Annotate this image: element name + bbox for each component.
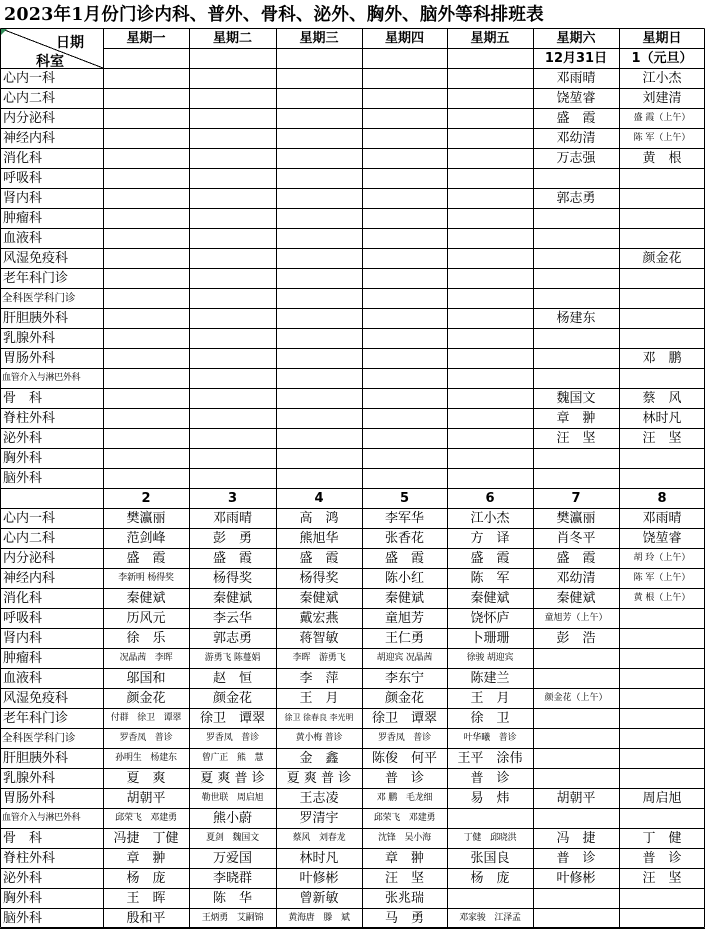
duty-cell: 历风元 [126,610,166,626]
duty-cell: 万爱国 [212,850,252,866]
duty-cell: 普 诊 [642,850,682,866]
weekday-header: 星期六 [556,30,596,46]
duty-cell: 金 鑫 [299,750,339,766]
duty-cell: 马 勇 [384,910,424,926]
duty-cell: 江小杰 [642,70,682,86]
duty-cell: 徐卫 谭翠 [371,710,437,726]
duty-cell: 林时凡 [299,850,339,866]
duty-cell: 殷和平 [126,910,166,926]
duty-cell: 邓 鹏 毛龙细 [376,792,433,803]
duty-cell: 邬国和 [126,670,166,686]
dept-label: 老年科门诊 [3,270,69,286]
duty-cell: 彭 勇 [212,530,252,546]
duty-cell: 王仁勇 [384,630,424,646]
duty-cell: 熊小蔚 [212,810,252,826]
duty-cell: 王 晖 [126,890,166,906]
dept-label: 呼吸科 [3,610,43,626]
dept-label: 胸外科 [3,890,43,906]
duty-cell: 王平 涂伟 [457,750,523,766]
duty-cell: 叶修彬 [299,870,339,886]
duty-cell: 叶修彬 [556,870,596,886]
duty-cell: 秦健斌 [212,590,252,606]
duty-cell: 黄 根（上午） [633,592,691,603]
duty-cell: 彭 浩 [556,630,596,646]
duty-cell: 胡迎宾 况晶茜 [376,652,433,663]
dept-label: 心内一科 [3,510,56,526]
duty-cell: 秦健斌 [470,590,510,606]
duty-cell: 邓雨晴 [642,510,682,526]
duty-cell: 杨得奖 [299,570,339,586]
duty-cell: 汪 坚 [556,430,596,446]
dept-label: 脊柱外科 [3,850,56,866]
duty-cell: 邓幼清 [556,130,596,146]
duty-cell: 颜金花 [126,690,166,706]
duty-cell: 李军华 [384,510,424,526]
duty-cell: 李晖 游勇飞 [292,652,346,663]
dept-label: 脊柱外科 [3,410,56,426]
dept-label: 神经内科 [3,130,56,146]
duty-cell: 邓 鹏 [642,350,682,366]
duty-cell: 罗香凤 普诊 [119,732,173,743]
duty-cell: 丁 健 [642,830,682,846]
duty-cell: 张兆瑞 [384,890,424,906]
weekday-header: 星期三 [299,30,339,46]
duty-cell: 周启旭 [642,790,682,806]
duty-cell: 况晶茜 李晖 [119,652,173,663]
duty-cell: 沈锋 吴小海 [378,832,431,843]
duty-cell: 蔡 风 [642,390,682,406]
dept-label: 肿瘤科 [3,650,43,666]
duty-cell: 黄小梅 普诊 [295,732,343,743]
duty-cell: 曾广正 熊 慧 [201,752,264,763]
duty-cell: 徐 乐 [126,630,166,646]
dept-label: 脑外科 [3,470,43,486]
weekday-header: 星期一 [126,30,166,46]
duty-cell: 颜金花 [384,690,424,706]
duty-cell: 王志凌 [299,790,339,806]
duty-cell: 盛 霞 [556,550,596,566]
date-header: 1（元旦） [631,50,693,66]
duty-cell: 杨 庞 [126,870,166,886]
duty-cell: 秦健斌 [556,590,596,606]
duty-cell: 王炳勇 艾嗣锦 [201,912,264,923]
duty-cell: 章 翀 [384,850,424,866]
duty-cell: 蒋智敏 [299,630,339,646]
dept-label: 胃肠外科 [3,350,56,366]
duty-cell: 饶堃睿 [556,90,596,106]
date-number: 8 [657,490,667,506]
duty-cell: 李晓群 [212,870,252,886]
dept-label: 呼吸科 [3,170,43,186]
duty-cell: 高 鸿 [299,510,339,526]
duty-cell: 邓家骏 江泽孟 [459,912,521,923]
duty-cell: 夏 爽 普 诊 [200,770,265,786]
duty-cell: 林时凡 [642,410,682,426]
duty-cell: 徐骏 胡迎宾 [466,652,514,663]
duty-cell: 丁健 邱晓洪 [463,832,517,843]
duty-cell: 陈俊 何平 [371,750,437,766]
duty-cell: 邱荣飞 邓建勇 [115,812,177,823]
duty-cell: 曾新敏 [299,890,339,906]
dept-label: 泌外科 [3,870,43,886]
duty-cell: 黄 根 [642,150,682,166]
duty-cell: 肖冬平 [556,530,596,546]
date-number: 7 [571,490,581,506]
duty-cell: 夏 爽 [126,770,166,786]
duty-cell: 李 萍 [299,670,339,686]
date-number: 3 [227,490,238,506]
cell-comment-marker [1,29,7,35]
duty-cell: 刘建清 [642,90,682,106]
duty-cell: 陈 军（上午） [633,132,691,143]
dept-label: 消化科 [3,150,43,166]
dept-label: 血液科 [3,230,43,246]
duty-cell: 盛 霞 [299,550,339,566]
duty-cell: 秦健斌 [126,590,166,606]
duty-cell: 李云华 [212,610,252,626]
duty-cell: 颜金花 [212,690,252,706]
weekday-header: 星期二 [212,30,252,46]
duty-cell: 汪 坚 [384,870,424,886]
dept-label: 乳腺外科 [3,330,56,346]
dept-label: 肝胆胰外科 [3,750,69,766]
dept-label: 胃肠外科 [3,790,56,806]
duty-cell: 夏剑 魏国文 [206,832,259,843]
duty-cell: 黄海唐 滕 斌 [288,912,350,923]
weekday-header: 星期四 [384,30,424,46]
duty-cell: 赵 恒 [212,670,252,686]
duty-cell: 江小杰 [470,510,510,526]
duty-cell: 徐卫 徐春良 李光明 [284,713,354,722]
dept-label: 心内一科 [3,70,56,86]
duty-cell: 普 诊 [470,770,510,786]
duty-cell: 胡 玲（上午） [633,552,691,563]
duty-cell: 方 译 [470,530,510,546]
duty-cell: 易 炜 [470,790,510,806]
dept-label: 血管介入与淋巴外科 [2,372,81,383]
duty-cell: 盛 霞 [384,550,424,566]
duty-cell: 罗清宇 [299,810,339,826]
duty-cell: 付群 徐卫 谭翠 [110,712,182,723]
dept-label: 内分泌科 [3,550,56,566]
duty-cell: 盛 霞 [470,550,510,566]
duty-cell: 熊旭华 [299,530,339,546]
duty-cell: 孙明生 杨建东 [115,752,177,763]
duty-cell: 颜金花 [642,250,682,266]
duty-cell: 叶华曦 普诊 [463,732,517,743]
duty-cell: 陈 华 [212,890,252,906]
duty-cell: 万志强 [556,150,596,166]
duty-cell: 童旭芳 [384,610,424,626]
duty-cell: 陈 军（上午） [633,572,691,583]
dept-label: 脑外科 [3,910,43,926]
duty-cell: 章 翀 [126,850,166,866]
duty-cell: 冯 捷 [556,830,596,846]
duty-cell: 汪 坚 [642,430,682,446]
duty-cell: 陈建兰 [470,670,510,686]
dept-label: 内分泌科 [3,110,56,126]
duty-cell: 胡朝平 [556,790,596,806]
duty-cell: 盛 霞 [556,110,596,126]
duty-cell: 戴宏燕 [299,610,339,626]
duty-cell: 盛 霞（上午） [633,112,691,123]
weekday-header: 星期日 [642,30,682,46]
dept-label: 风湿免疫科 [3,690,69,706]
duty-cell: 章 翀 [556,410,596,426]
duty-cell: 卜珊珊 [470,630,510,646]
dept-label: 胸外科 [3,450,43,466]
duty-cell: 童旭芳（上午） [544,612,608,623]
date-number: 4 [314,490,324,506]
dept-label: 血液科 [3,670,43,686]
duty-cell: 秦健斌 [299,590,339,606]
schedule-table [0,28,705,932]
duty-cell: 陈小红 [384,570,424,586]
dept-label: 泌外科 [3,430,43,446]
duty-cell: 郭志勇 [212,630,252,646]
dept-label: 肾内科 [3,190,43,206]
weekday-header: 星期五 [470,30,510,46]
date-header: 12月31日 [544,50,608,66]
duty-cell: 蔡风 刘春龙 [292,832,346,843]
dept-label: 肝胆胰外科 [3,310,69,326]
duty-cell: 普 诊 [384,770,424,786]
dept-label: 消化科 [3,590,43,606]
duty-cell: 王 月 [470,690,510,706]
duty-cell: 邱荣飞 邓建勇 [373,812,436,823]
dept-label: 肿瘤科 [3,210,43,226]
duty-cell: 饶怀庐 [470,610,510,626]
dept-label: 神经内科 [3,570,56,586]
duty-cell: 冯捷 丁健 [113,830,179,846]
duty-cell: 游勇飞 陈蔓娟 [204,652,261,663]
duty-cell: 夏 爽 普 诊 [286,770,352,786]
dept-label: 骨 科 [3,830,43,846]
duty-cell: 饶堃睿 [642,530,682,546]
duty-cell: 普 诊 [556,850,596,866]
dept-label: 全科医学科门诊 [2,731,76,744]
duty-cell: 张国良 [470,850,510,866]
dept-label: 乳腺外科 [3,770,56,786]
date-number: 6 [485,490,495,506]
duty-cell: 秦健斌 [384,590,424,606]
dept-label: 全科医学科门诊 [2,291,76,304]
duty-cell: 李东宁 [384,670,424,686]
duty-cell: 汪 坚 [642,870,682,886]
duty-cell: 勒世联 周启旭 [201,792,264,803]
date-number: 2 [141,490,151,506]
dept-label: 肾内科 [3,630,43,646]
dept-label: 血管介入与淋巴外科 [2,812,81,823]
duty-cell: 胡朝平 [126,790,166,806]
duty-cell: 邓雨晴 [212,510,252,526]
duty-cell: 罗香凤 普诊 [378,732,431,743]
page-title: 2023年1月份门诊内科、普外、骨科、泌外、胸外、脑外等科排班表 [4,5,544,25]
duty-cell: 郭志勇 [556,190,596,206]
corner-date-label: 日期 [56,35,84,51]
duty-cell: 杨 庞 [470,870,510,886]
duty-cell: 陈 军 [470,570,510,586]
duty-cell: 罗香凤 普诊 [206,732,259,743]
corner-dept-label: 科室 [36,54,64,70]
dept-label: 风湿免疫科 [3,250,69,266]
duty-cell: 魏国文 [556,390,596,406]
date-number: 5 [399,490,410,506]
duty-cell: 范剑峰 [126,530,166,546]
duty-cell: 杨得奖 [212,570,252,586]
duty-cell: 樊瀛丽 [126,510,166,526]
duty-cell: 盛 霞 [126,550,166,566]
duty-cell: 张香花 [384,530,424,546]
duty-cell: 邓幼清 [556,570,596,586]
duty-cell: 樊瀛丽 [556,510,596,526]
duty-cell: 杨建东 [556,310,596,326]
dept-label: 心内二科 [3,90,56,106]
dept-label: 骨 科 [3,390,43,406]
dept-label: 心内二科 [3,530,56,546]
duty-cell: 颜金花（上午） [544,692,608,703]
duty-cell: 徐 卫 [470,710,510,726]
duty-cell: 王 月 [299,690,339,706]
duty-cell: 徐卫 谭翠 [199,710,265,726]
dept-label: 老年科门诊 [3,710,69,726]
duty-cell: 李新明 杨得奖 [118,572,174,583]
duty-cell: 盛 霞 [212,550,252,566]
duty-cell: 邓雨晴 [556,70,596,86]
